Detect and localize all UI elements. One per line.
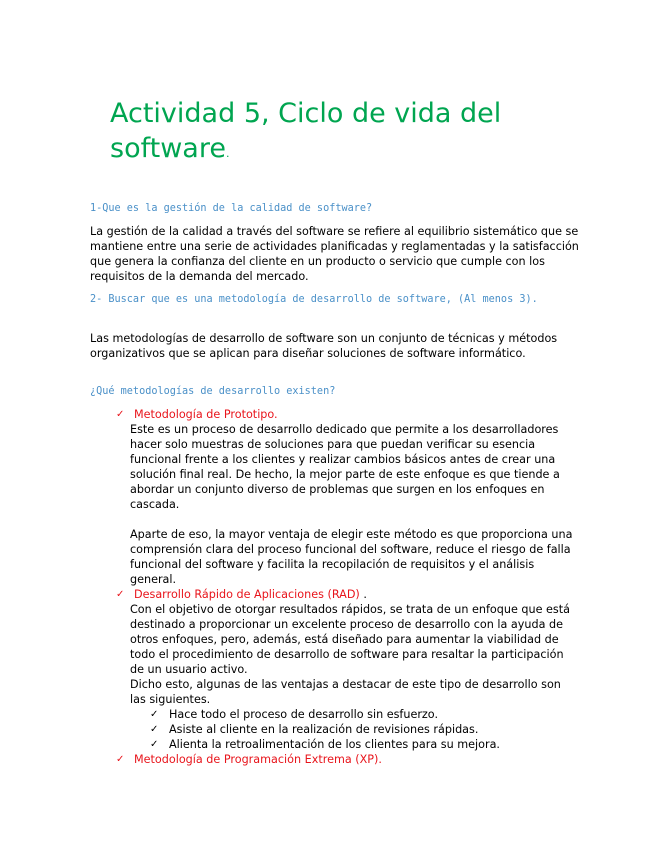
list-item-rad (90, 587, 580, 752)
advantage-item: ✓ Alienta la retroalimentación de los clientes para su mejora. (150, 738, 500, 751)
answer-2: Las metodologías de desarrollo de software son un conjunto de técnicas y métodos organizativos que se aplican para diseñar soluciones de software informático. (90, 332, 558, 360)
list-item-xp (90, 752, 580, 767)
checkmark-icon: ✓ (150, 739, 159, 750)
method-name-suffix: . (363, 588, 367, 601)
list-item-prototipo (90, 407, 580, 587)
method-name: Desarrollo Rápido de Aplicaciones (RAD) (134, 588, 360, 601)
advantages-list (90, 707, 580, 752)
checkmark-icon: ✓ (150, 724, 159, 735)
methodologies-list (90, 407, 580, 767)
method-description: Con el objetivo de otorgar resultados rápidos, se trata de un enfoque que está destinado a proporcionar un excelente proceso de desarrollo con la ayuda de otros enfoques, pero, además, está diseñado para aumentar la viabilidad de todo el procedimiento de desarrollo de software para resaltar la participación de un usuario activo. (130, 603, 570, 676)
title-text: Actividad 5, Ciclo de vida del software (110, 98, 502, 164)
method-heading (90, 587, 580, 602)
advantage-item: ✓ Hace todo el proceso de desarrollo sin esfuerzo. (150, 708, 439, 721)
method-description: Dicho esto, algunas de las ventajas a destacar de este tipo de desarrollo son las siguientes. (130, 678, 561, 706)
answer-1: La gestión de la calidad a través del software se refiere al equilibrio sistemático que se mantiene entre una serie de actividades planificadas y reglamentadas y la satisfacción que genera la confianza del cliente en un producto o servicio que cumple con los requisitos de la demanda del mercado. (90, 225, 579, 283)
checkmark-icon: ✓ (150, 709, 159, 720)
page-title (110, 96, 590, 171)
advantage-item: ✓ Asiste al cliente en la realización de revisiones rápidas. (150, 723, 479, 736)
question-2: 2- Buscar que es una metodología de desarrollo de software, (Al menos 3). (90, 294, 538, 305)
method-description: Aparte de eso, la mayor ventaja de elegir este método es que proporciona una comprensión clara del proceso funcional del software, reduce el riesgo de falla funcional del software y facilita la recopilación de requisitos y el análisis general. (130, 528, 573, 586)
method-name: Metodología de Programación Extrema (XP). (134, 753, 382, 766)
method-name: Metodología de Prototipo. (134, 408, 278, 421)
method-heading (90, 752, 580, 767)
method-heading (90, 407, 580, 422)
question-3: ¿Qué metodologías de desarrollo existen? (90, 386, 336, 397)
title-trailing-dot: . (225, 147, 230, 160)
method-description: Este es un proceso de desarrollo dedicado que permite a los desarrolladores hacer solo muestras de soluciones para que puedan verificar su esencia funcional frente a los clientes y realizar cambios básicos antes de crear una solución final real. De hecho, la mejor parte de este enfoque es que tiende a abordar un conjunto diverso de problemas que surgen en los enfoques en cascada. (130, 423, 560, 511)
checkmark-icon: ✓ (116, 589, 125, 600)
question-1: 1-Que es la gestión de la calidad de software? (90, 203, 373, 214)
checkmark-icon: ✓ (116, 409, 125, 420)
checkmark-icon: ✓ (116, 754, 125, 765)
